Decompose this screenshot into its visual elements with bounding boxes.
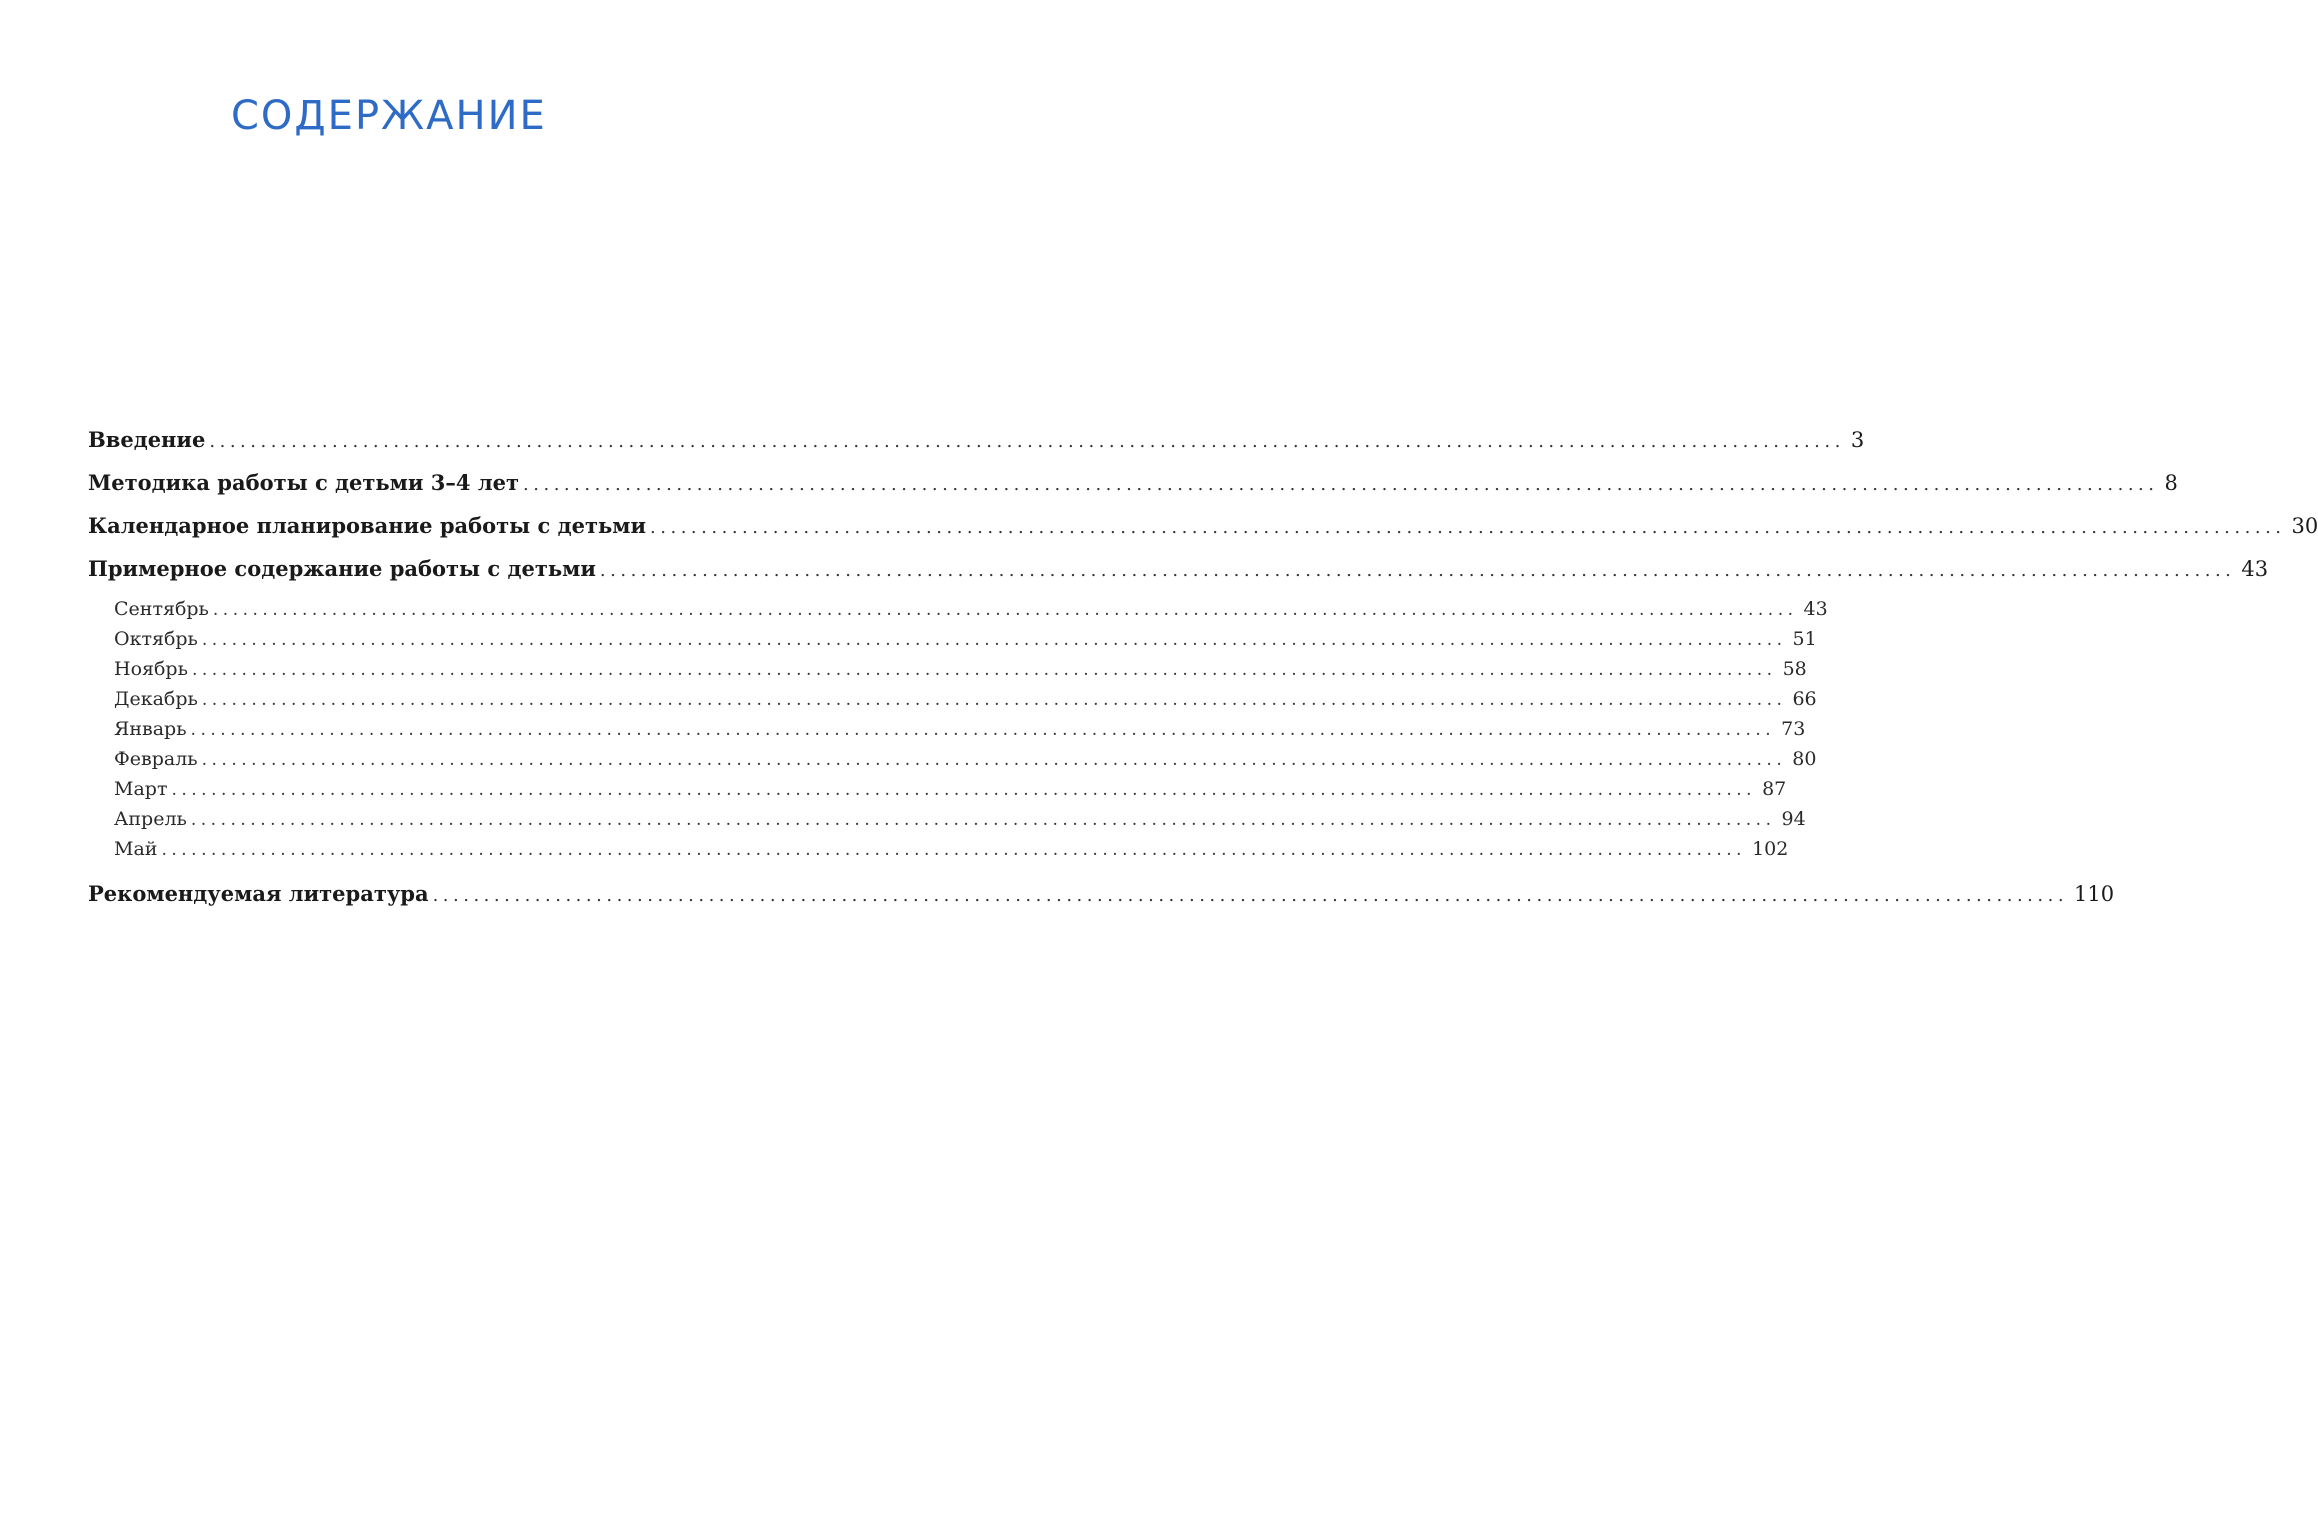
toc-leader-dots: ................................................................................................................................................................ — [201, 690, 1787, 710]
toc-leader-dots: ................................................................................................................................................................ — [432, 885, 2069, 906]
toc-subentry-october[interactable] — [88, 624, 1817, 654]
toc-entry-label: Рекомендуемая литература — [88, 881, 429, 906]
toc-leader-dots: ................................................................................................................................................................ — [209, 431, 1845, 452]
toc-subentry-december[interactable] — [88, 684, 1817, 714]
toc-subentry-label: Февраль — [114, 748, 198, 770]
toc-leader-dots: ................................................................................................................................................................ — [201, 630, 1787, 650]
toc-entry-recommended-literature[interactable] — [88, 876, 2115, 919]
toc-entry-label: Календарное планирование работы с детьми — [88, 513, 647, 538]
page-title: СОДЕРЖАНИЕ — [231, 93, 547, 139]
toc-page-number: 73 — [1781, 718, 1806, 740]
toc-entry-introduction[interactable] — [88, 422, 1865, 465]
toc-page-number: 43 — [1803, 598, 1828, 620]
toc-subentry-label: Январь — [114, 718, 187, 740]
toc-entry-calendar-planning[interactable] — [88, 508, 2318, 551]
toc-leader-dots: ................................................................................................................................................................ — [190, 720, 1776, 740]
toc-leader-dots: ................................................................................................................................................................ — [171, 780, 1757, 800]
toc-leader-dots: ................................................................................................................................................................ — [191, 660, 1777, 680]
toc-leader-dots: ................................................................................................................................................................ — [523, 474, 2159, 495]
toc-entry-label: Введение — [88, 427, 206, 452]
toc-entry-label: Методика работы с детьми 3–4 лет — [88, 470, 520, 495]
toc-page-number: 30 — [2291, 514, 2318, 538]
toc-subentry-label: Май — [114, 838, 158, 860]
toc-subentry-september[interactable] — [88, 594, 1828, 624]
toc-page-number: 43 — [2241, 557, 2269, 581]
toc-page-number: 58 — [1782, 658, 1807, 680]
toc-page-number: 94 — [1781, 808, 1806, 830]
table-of-contents — [88, 422, 2318, 919]
toc-subentry-january[interactable] — [88, 714, 1806, 744]
toc-page-number: 8 — [2164, 471, 2178, 495]
toc-page-number: 80 — [1792, 748, 1817, 770]
toc-subentry-february[interactable] — [88, 744, 1817, 774]
toc-page-number: 51 — [1792, 628, 1817, 650]
toc-entry-sample-content[interactable] — [88, 551, 2269, 594]
toc-subentry-april[interactable] — [88, 804, 1806, 834]
toc-subentry-march[interactable] — [88, 774, 1787, 804]
toc-subentry-label: Апрель — [114, 808, 187, 830]
toc-subentry-may[interactable] — [88, 834, 1789, 864]
toc-subentry-november[interactable] — [88, 654, 1807, 684]
toc-leader-dots: ................................................................................................................................................................ — [212, 600, 1798, 620]
toc-leader-dots: ................................................................................................................................................................ — [190, 810, 1776, 830]
toc-leader-dots: ................................................................................................................................................................ — [161, 840, 1747, 860]
toc-subentry-label: Ноябрь — [114, 658, 188, 680]
toc-page-number: 3 — [1850, 428, 1865, 452]
toc-page-number: 102 — [1752, 838, 1789, 860]
toc-subentry-label: Март — [114, 778, 168, 800]
toc-leader-dots: ................................................................................................................................................................ — [599, 560, 2236, 581]
toc-page-number: 87 — [1762, 778, 1787, 800]
toc-subentry-label: Декабрь — [114, 688, 198, 710]
toc-page-number: 66 — [1792, 688, 1817, 710]
toc-entry-label: Примерное содержание работы с детьми — [88, 556, 596, 581]
toc-leader-dots: ................................................................................................................................................................ — [650, 517, 2286, 538]
toc-leader-dots: ................................................................................................................................................................ — [201, 750, 1787, 770]
toc-entry-methodology[interactable] — [88, 465, 2178, 508]
toc-subentry-label: Сентябрь — [114, 598, 209, 620]
toc-page-number: 110 — [2074, 882, 2115, 906]
toc-subentry-label: Октябрь — [114, 628, 198, 650]
